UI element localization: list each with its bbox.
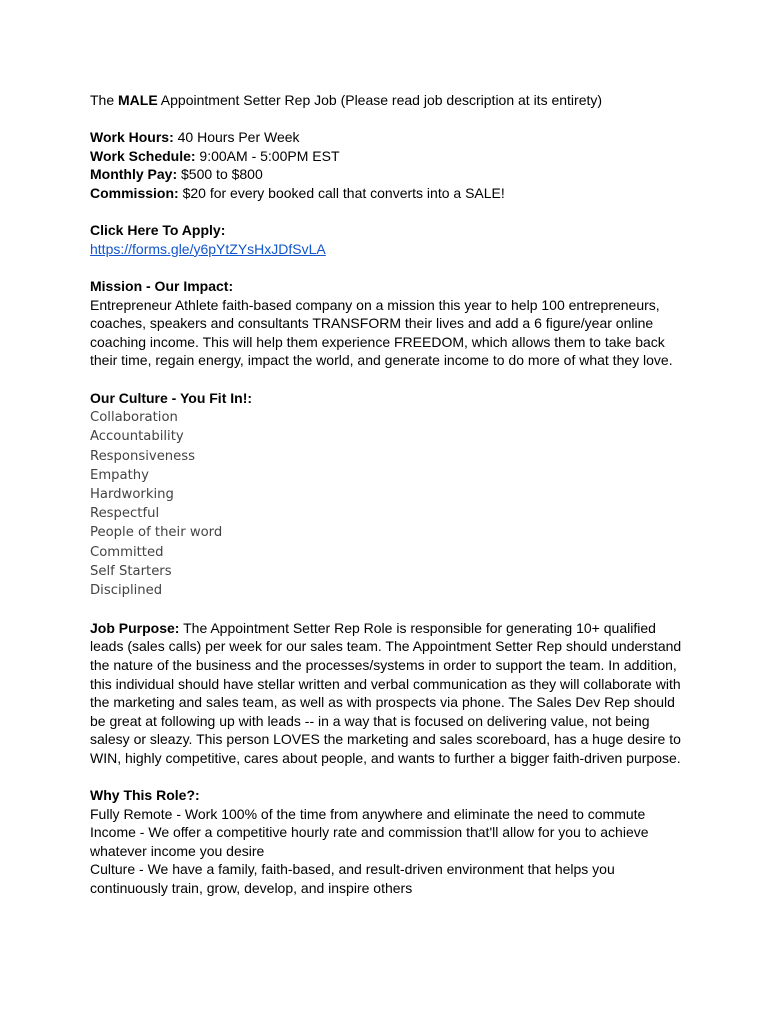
culture-section (90, 389, 690, 601)
purpose-line: the marketing and sales team, as well as with prospects via phone. The Sales Dev Rep should (90, 694, 675, 711)
purpose-line: WIN, highly competitive, cares about people, and wants to further a bigger faith-driven purpose. (90, 749, 681, 766)
why-line: Fully Remote - Work 100% of the time from anywhere and eliminate the need to commute (90, 805, 646, 822)
purpose-line: this individual should have stellar written and verbal communication as they will collaborate with (90, 675, 681, 692)
culture-item: Collaboration (90, 410, 178, 426)
title-emphasis: MALE (118, 92, 158, 108)
culture-list (90, 408, 690, 600)
why-line: Income - We offer a competitive hourly rate and commission that'll allow for you to achieve (90, 824, 649, 841)
purpose-line: be great at following up with leads -- in a way that is focused on delivering value, not being (90, 712, 650, 729)
monthly-pay: Monthly Pay: $500 to $800 (90, 166, 263, 183)
mission-line: coaches, speakers and consultants TRANSFORM their lives and add a 6 figure/year online (90, 315, 654, 332)
purpose-line: the nature of the business and the processes/systems in order to support the team. In addition, (90, 656, 677, 673)
why-heading: Why This Role?: (90, 787, 200, 804)
culture-heading: Our Culture - You Fit In!: (90, 389, 253, 406)
mission-line: coaching income. This will help them experience FREEDOM, which allows them to take back (90, 333, 665, 350)
purpose-section (90, 619, 690, 768)
job-details (90, 128, 690, 202)
culture-item: Empathy (90, 467, 149, 483)
apply-heading: Click Here To Apply: (90, 222, 226, 239)
culture-item: Responsiveness (90, 448, 196, 464)
purpose-line: Job Purpose: The Appointment Setter Rep Role is responsible for generating 10+ qualified (90, 619, 656, 636)
commission: Commission: $20 for every booked call that converts into a SALE! (90, 184, 505, 201)
culture-item: People of their word (90, 525, 223, 541)
work-schedule: Work Schedule: 9:00AM - 5:00PM EST (90, 147, 340, 164)
culture-item: Accountability (90, 429, 184, 445)
why-line: Culture - We have a family, faith-based, and result-driven environment that helps you (90, 861, 615, 878)
apply-section (90, 221, 690, 258)
mission-line: Entrepreneur Athlete faith-based company on a mission this year to help 100 entrepreneurs, (90, 296, 660, 313)
apply-link[interactable]: https://forms.gle/y6pYtZYsHxJDfSvLA (90, 240, 326, 257)
why-line: continuously train, grow, develop, and inspire others (90, 880, 413, 897)
purpose-line: salesy or sleazy. This person LOVES the marketing and sales scoreboard, has a huge desire to (90, 731, 681, 748)
purpose-line: leads (sales calls) per week for our sales team. The Appointment Setter Rep should understand (90, 638, 682, 655)
document-title: The MALE Appointment Setter Rep Job (Please read job description at its entirety) (90, 92, 603, 108)
culture-item: Respectful (90, 506, 160, 522)
culture-item: Committed (90, 544, 164, 560)
why-line: whatever income you desire (90, 842, 265, 859)
mission-line: their time, regain energy, impact the world, and generate income to do more of what they love. (90, 352, 673, 369)
culture-item: Disciplined (90, 582, 163, 598)
mission-section (90, 277, 690, 370)
why-section (90, 786, 690, 898)
work-hours: Work Hours: 40 Hours Per Week (90, 129, 300, 146)
culture-item: Self Starters (90, 563, 172, 579)
mission-heading: Mission - Our Impact: (90, 277, 234, 294)
purpose-label: Job Purpose: (90, 619, 180, 636)
document-page (90, 91, 690, 898)
culture-item: Hardworking (90, 486, 174, 502)
